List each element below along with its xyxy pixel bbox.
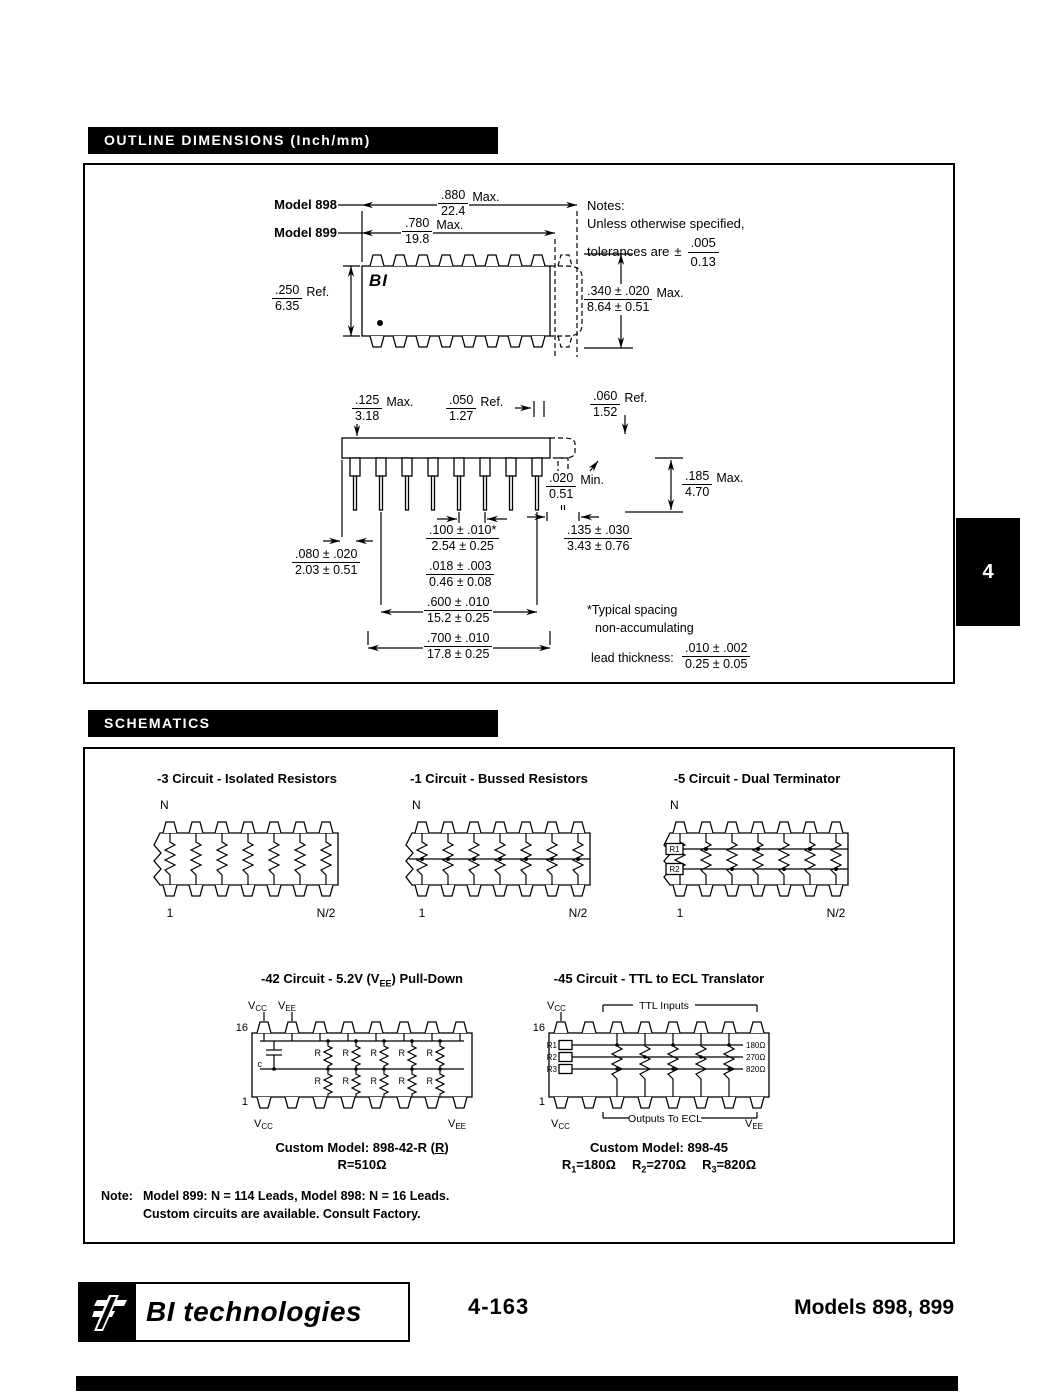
vee-bottom-label: VEE	[745, 1118, 764, 1131]
dim-lead-thickness: $\frac{.010 \pm .002}{0.25 \pm 0.05}$	[681, 641, 751, 672]
r-value-42: R=510Ω	[337, 1157, 387, 1172]
schematic-isolated-svg	[140, 793, 354, 928]
dim-780-max: $\frac{.780}{19.8}$ Max.	[401, 216, 463, 247]
custom-model-42: Custom Model: 898-42-R (R)	[275, 1140, 449, 1155]
dip-top-view	[362, 255, 582, 347]
footnote-typical-spacing: *Typical spacing	[587, 603, 678, 617]
chip-logo: BI	[369, 271, 388, 290]
vcc-top-label: VCC	[248, 1000, 267, 1013]
dim-185-max: $\frac{.185}{4.70}$ Max.	[681, 469, 743, 500]
vcc-bottom-label: VCC	[254, 1118, 273, 1131]
dim-125-max: $\frac{.125}{3.18}$ Max.	[351, 393, 413, 424]
schematics-section-title: SCHEMATICS	[104, 715, 211, 731]
ohm-270-label: 270Ω	[746, 1053, 766, 1062]
dim-600-span: $\frac{.600 \pm .010}{15.2 \pm 0.25}$	[423, 595, 493, 626]
pin-label-1: 1	[418, 906, 426, 920]
r3-label: R3	[546, 1065, 557, 1074]
dim-340-max: $\frac{.340 \pm .020}{8.64 \pm 0.51}$ Max.	[583, 284, 684, 315]
dim-880-max: $\frac{.880}{22.4}$ Max.	[437, 188, 499, 219]
brand-logo-box	[78, 1282, 410, 1342]
ttl-inputs-label: TTL Inputs	[639, 1000, 689, 1012]
dim-050-ref: $\frac{.050}{1.27}$ Ref.	[445, 393, 503, 424]
dim-020-min: $\frac{.020}{0.51}$ Min.	[545, 471, 604, 502]
svg-text:R: R	[342, 1076, 349, 1086]
pin-16-label: 16	[235, 1022, 248, 1034]
schematic-42-pulldown	[222, 971, 502, 1172]
vee-top-label: VEE	[278, 1000, 297, 1013]
schematics-note	[101, 1187, 449, 1223]
pin-label-n: N	[670, 798, 679, 812]
outline-section-header	[88, 127, 498, 154]
svg-text:R: R	[426, 1048, 433, 1058]
outline-section-title: OUTLINE DIMENSIONS (Inch/mm)	[104, 132, 371, 148]
svg-text:R: R	[398, 1076, 405, 1086]
pin-label-1: 1	[166, 906, 174, 920]
dim-018-lead-width: $\frac{.018 \pm .003}{0.46 \pm 0.08}$	[425, 559, 495, 590]
lightning-f-icon	[85, 1289, 131, 1335]
pin-label-n2: N/2	[316, 906, 336, 920]
svg-text:R: R	[370, 1076, 377, 1086]
vcc-top-label: VCC	[547, 1000, 566, 1013]
dim-135-end: $\frac{.135 \pm .030}{3.43 \pm 0.76}$	[563, 523, 633, 554]
svg-text:R: R	[426, 1076, 433, 1086]
footer-models: Models 898, 899	[794, 1296, 954, 1319]
note-label: Note:	[101, 1189, 133, 1203]
brand-logo-icon	[80, 1284, 136, 1340]
notes-heading: Notes:	[587, 198, 625, 213]
svg-text:R: R	[314, 1048, 321, 1058]
ohm-820-label: 820Ω	[746, 1065, 766, 1074]
schematic-bussed-svg	[392, 793, 606, 928]
pin-label-1: 1	[676, 906, 684, 920]
ohm-180-label: 180Ω	[746, 1041, 766, 1050]
outputs-to-ecl-label: Outputs To ECL	[628, 1113, 702, 1125]
dim-100-pitch: $\frac{.100 \pm .010*}{2.54 \pm 0.25}$	[425, 523, 500, 554]
schematic-bussed-title: -1 Circuit - Bussed Resistors	[410, 771, 588, 786]
svg-text:R: R	[314, 1076, 321, 1086]
capacitor-label: c	[257, 1059, 262, 1069]
schematic-isolated-title: -3 Circuit - Isolated Resistors	[157, 771, 337, 786]
pin-label-n: N	[412, 798, 421, 812]
svg-text:R: R	[342, 1048, 349, 1058]
note-lines: Model 899: N = 114 Leads, Model 898: N = 16 Leads. Custom circuits are available. Consult Factory.	[142, 1189, 450, 1222]
schematic-42-title: -42 Circuit - 5.2V $(V_{EE})$ Pull-Down	[261, 971, 463, 989]
footnote-non-accumulating: non-accumulating	[595, 621, 694, 635]
dim-700-span: $\frac{.700 \pm .010}{17.8 \pm 0.25}$	[423, 631, 493, 662]
brand-name: BI technologies	[146, 1296, 362, 1327]
outline-drawing-svg	[85, 165, 953, 682]
r2-label: R2	[546, 1053, 557, 1062]
model-899-label: Model 899	[274, 225, 337, 240]
schematic-42-svg	[222, 993, 502, 1133]
pin-16-label: 16	[532, 1022, 545, 1034]
schematic-dual-svg	[650, 793, 864, 928]
schematic-45-svg	[519, 993, 799, 1133]
bottom-rule	[76, 1376, 958, 1391]
pin-1-label: 1	[538, 1096, 545, 1108]
pin-label-n2: N/2	[826, 906, 846, 920]
page-number: 4-163	[468, 1294, 530, 1319]
svg-text:R: R	[370, 1048, 377, 1058]
schematics-panel	[83, 747, 955, 1244]
schematic-isolated	[140, 771, 354, 933]
custom-model-45: Custom Model: 898-45	[590, 1140, 728, 1155]
vee-bottom-label: VEE	[448, 1118, 467, 1131]
svg-text:R: R	[398, 1048, 405, 1058]
schematics-section-header	[88, 710, 498, 737]
schematic-45-translator	[519, 971, 799, 1175]
dim-060-ref: $\frac{.060}{1.52}$ Ref.	[589, 389, 647, 420]
schematic-bussed	[392, 771, 606, 933]
model-898-label: Model 898	[274, 197, 337, 212]
r1-label: R1	[669, 845, 680, 854]
pin-label-n2: N/2	[568, 906, 588, 920]
pin-label-n: N	[160, 798, 169, 812]
dim-080-end: $\frac{.080 \pm .020}{2.03 \pm 0.51}$	[291, 547, 361, 578]
r1-label: R1	[546, 1041, 557, 1050]
section-tab-number: 4	[982, 560, 994, 583]
schematic-45-title: -45 Circuit - TTL to ECL Translator	[553, 971, 765, 986]
pin-1-label: 1	[241, 1096, 248, 1108]
dim-250-ref: $\frac{.250}{6.35}$ Ref.	[271, 283, 329, 314]
lead-thickness-label: lead thickness:	[591, 651, 674, 665]
dip-side-view	[342, 438, 575, 510]
notes-tolerance-row: tolerances are ± $\frac{.005}{0.13}$	[587, 234, 745, 270]
r2-label: R2	[669, 865, 680, 874]
outline-dimensions-panel	[83, 163, 955, 684]
schematic-dual-terminator	[650, 771, 864, 933]
schematic-dual-title: -5 Circuit - Dual Terminator	[673, 771, 841, 786]
r-values-45: $R_1=180\Omega$ $R_2=270\Omega$ $R_3=820\Omega$	[561, 1157, 757, 1175]
vcc-bottom-label: VCC	[551, 1118, 570, 1131]
tolerance-notes	[587, 197, 745, 270]
notes-line1: Unless otherwise specified,	[587, 215, 745, 231]
section-tab-4	[956, 518, 1020, 626]
